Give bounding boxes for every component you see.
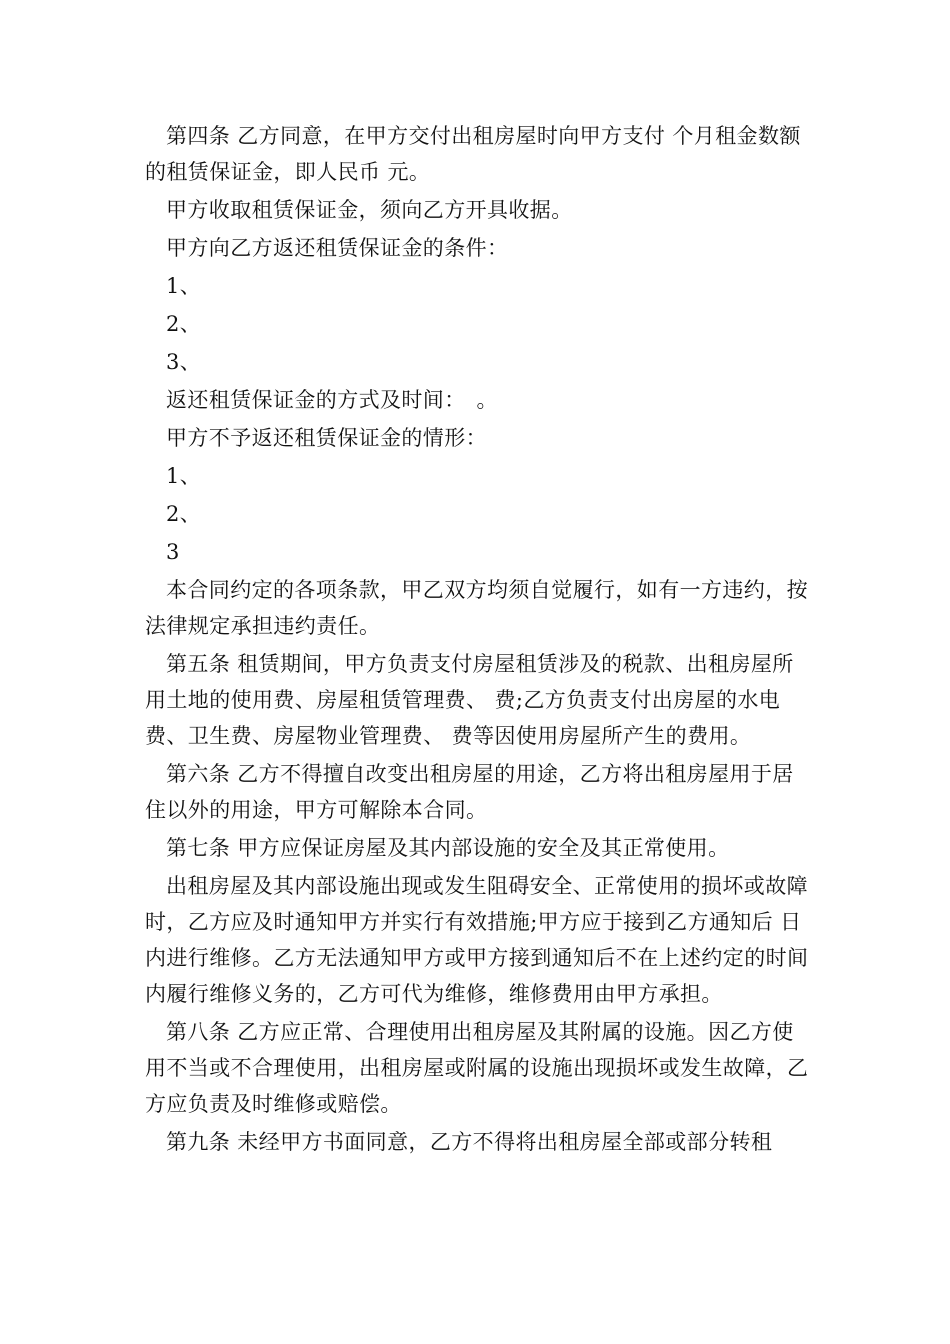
list-item-condition-2: 2、 [166,312,202,336]
list-item-case-2: 2、 [166,502,202,526]
paragraph-article-8: 第八条 乙方应正常、合理使用出租房屋及其附属的设施。因乙方使用不当或不合理使用，出租房屋或附属的设施出现损坏或发生故障，乙方应负责及时维修或赔偿。 [145,1020,809,1116]
list-item-condition-1: 1、 [166,274,202,298]
paragraph-article-6: 第六条 乙方不得擅自改变出租房屋的用途，乙方将出租房屋用于居住以外的用途，甲方可解除本合同。 [145,762,794,822]
paragraph-article-4: 第四条 乙方同意，在甲方交付出租房屋时向甲方支付 个月租金数额的租赁保证金，即人民币 元。 [145,124,801,184]
paragraph-breach-liability: 本合同约定的各项条款，甲乙双方均须自觉履行，如有一方违约，按法律规定承担违约责任。 [145,578,808,638]
paragraph-return-conditions: 甲方向乙方返还租赁保证金的条件： [166,236,509,260]
paragraph-deposit-receipt: 甲方收取租赁保证金，须向乙方开具收据。 [166,198,573,222]
paragraph-article-9: 第九条 未经甲方书面同意，乙方不得将出租房屋全部或部分转租 [166,1130,773,1154]
paragraph-no-return-cases: 甲方不予返还租赁保证金的情形： [166,426,487,450]
paragraph-return-method: 返还租赁保证金的方式及时间： 。 [166,388,498,412]
list-item-case-3: 3 [166,540,180,564]
list-item-condition-3: 3、 [166,350,202,374]
paragraph-repair-obligations: 出租房屋及其内部设施出现或发生阻碍安全、正常使用的损坏或故障时，乙方应及时通知甲方并实行有效措施;甲方应于接到乙方通知后 日内进行维修。乙方无法通知甲方或甲方接到通知后不在上述约定的时间内履行维修义务的，乙方可代为维修，维修费用由甲方承担。 [145,874,809,1006]
document-page [145,118,815,1162]
paragraph-article-5: 第五条 租赁期间，甲方负责支付房屋租赁涉及的税款、出租房屋所用土地的使用费、房屋租赁管理费、 费;乙方负责支付出房屋的水电费、卫生费、房屋物业管理费、 费等因使用房屋所产生的费用。 [145,652,794,748]
paragraph-article-7: 第七条 甲方应保证房屋及其内部设施的安全及其正常使用。 [166,836,730,860]
list-item-case-1: 1、 [166,464,202,488]
